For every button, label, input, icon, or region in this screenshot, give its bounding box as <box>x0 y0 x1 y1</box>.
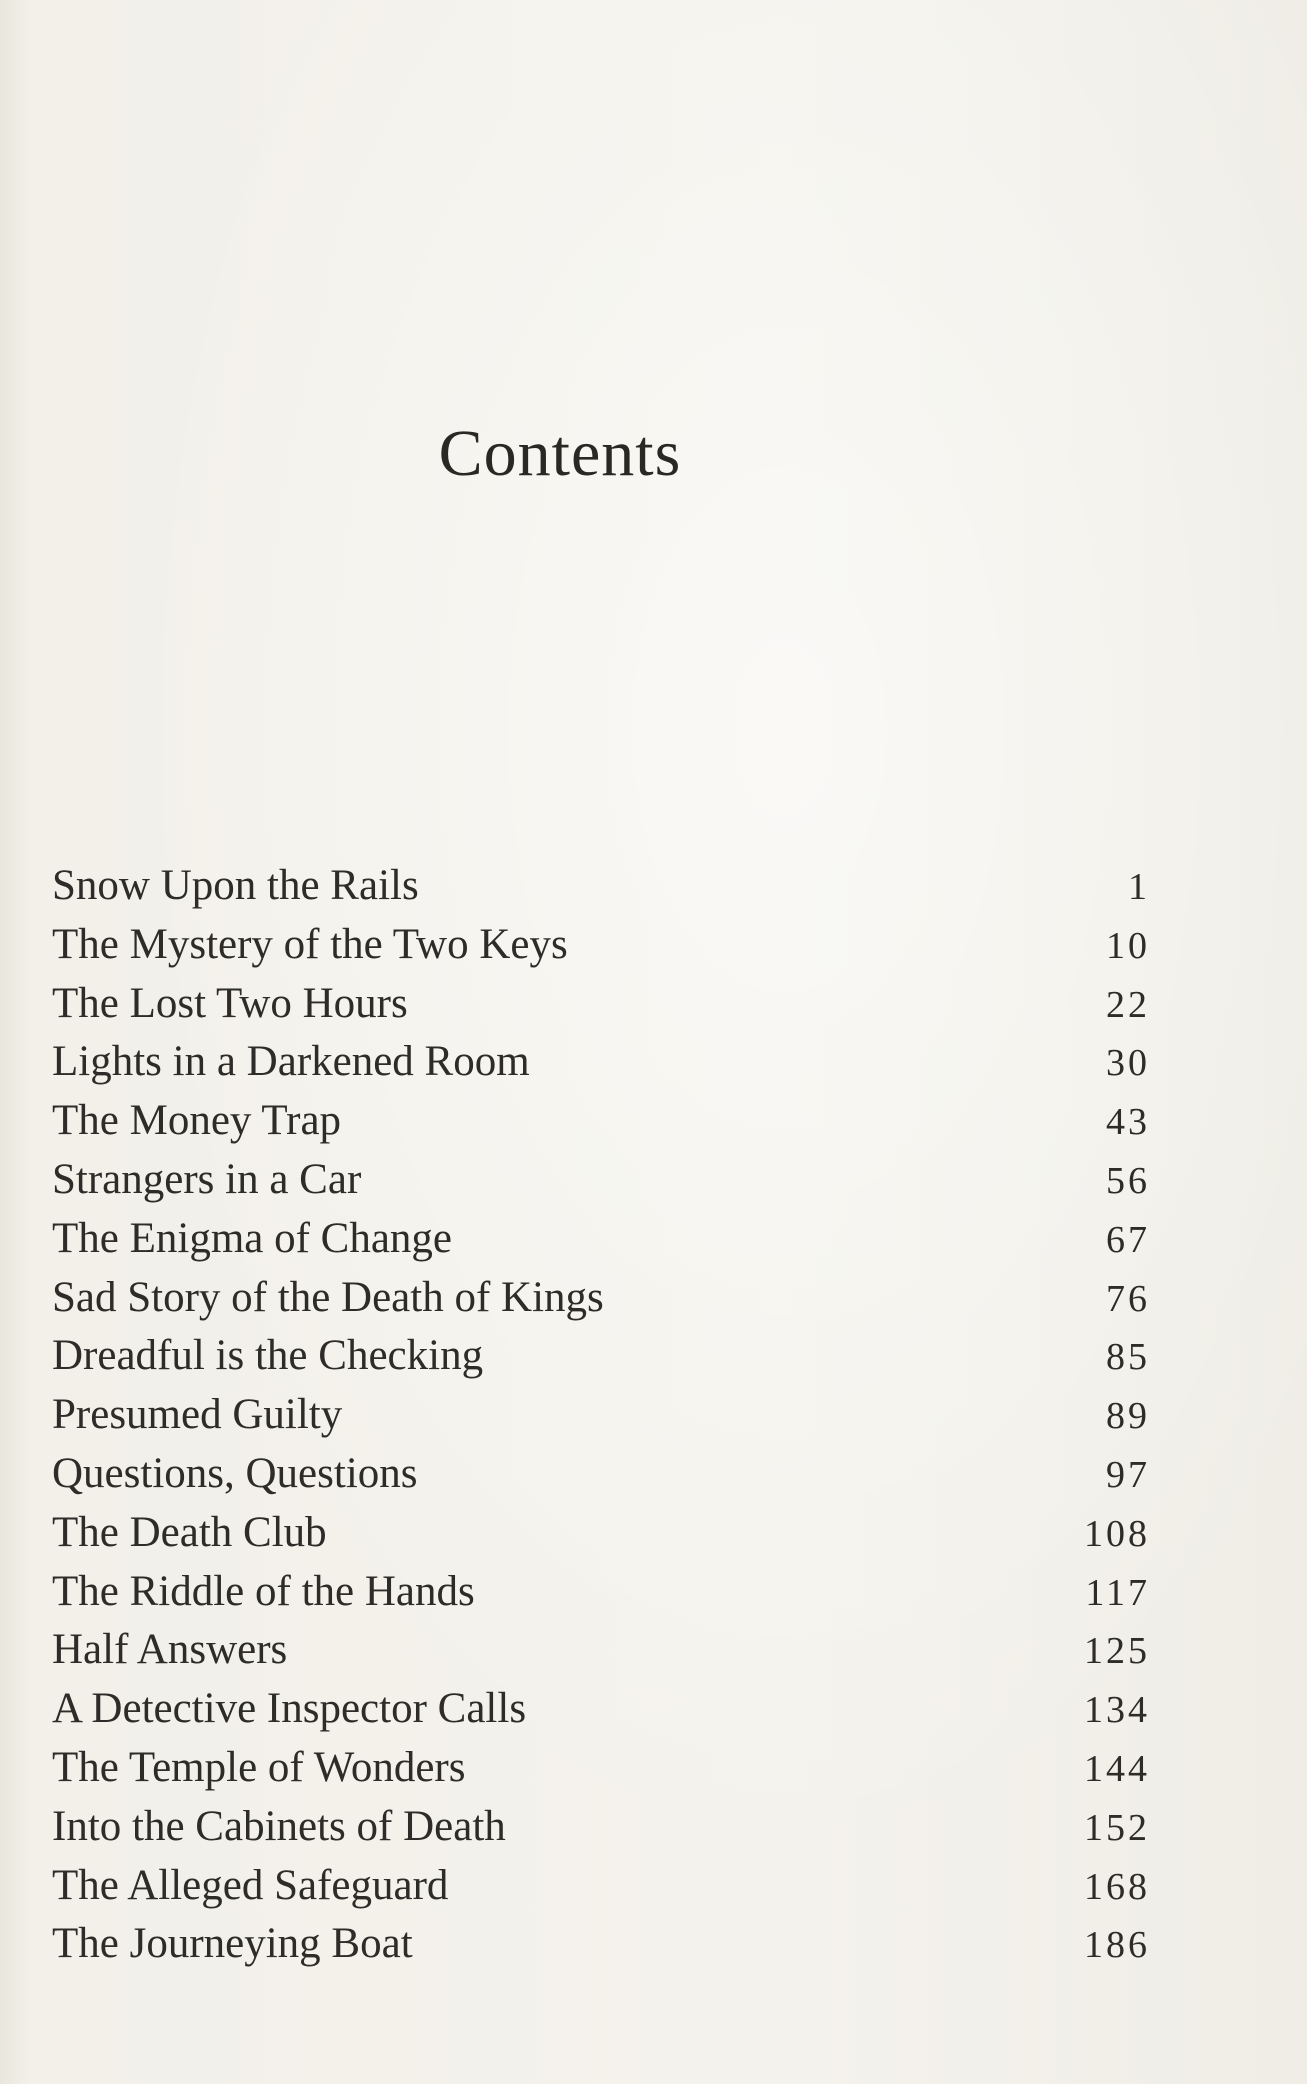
toc-entry <box>52 1033 1150 1092</box>
page-number: 152 <box>1084 1806 1150 1849</box>
page-number: 22 <box>1106 983 1150 1026</box>
chapter-title: Snow Upon the Rails <box>52 862 419 909</box>
chapter-title: Presumed Guilty <box>52 1391 343 1439</box>
toc-entry <box>52 1327 1150 1386</box>
toc-entry <box>52 916 1150 975</box>
toc-entry <box>52 1386 1150 1445</box>
chapter-title: The Temple of Wonders <box>52 1743 466 1791</box>
chapter-title: Into the Cabinets of Death <box>52 1802 506 1850</box>
toc-entry <box>52 1621 1150 1680</box>
chapter-title: Half Answers <box>52 1626 288 1674</box>
chapter-title: The Enigma of Change <box>52 1214 453 1262</box>
page-number: 76 <box>1106 1277 1150 1320</box>
page-number: 125 <box>1084 1630 1150 1673</box>
toc-entry <box>52 975 1150 1034</box>
page-number: 144 <box>1084 1747 1150 1790</box>
page-number: 85 <box>1106 1336 1150 1379</box>
page-number: 43 <box>1106 1101 1150 1144</box>
table-of-contents <box>52 857 1150 1974</box>
page-number: 1 <box>1128 866 1150 908</box>
page-number: 117 <box>1085 1571 1150 1614</box>
toc-entry <box>52 857 1150 916</box>
page-number: 108 <box>1084 1512 1150 1555</box>
page-number: 10 <box>1106 924 1150 967</box>
toc-entry <box>52 1210 1150 1269</box>
chapter-title: Questions, Questions <box>52 1449 418 1497</box>
chapter-title: A Detective Inspector Calls <box>52 1685 527 1733</box>
chapter-title: Dreadful is the Checking <box>52 1332 484 1380</box>
chapter-title: The Death Club <box>52 1508 327 1556</box>
page-number: 186 <box>1084 1924 1150 1967</box>
chapter-title: Lights in a Darkened Room <box>52 1038 530 1086</box>
toc-entry <box>52 1857 1150 1916</box>
page-number: 97 <box>1106 1453 1150 1496</box>
toc-entry <box>52 1504 1150 1563</box>
page-number: 168 <box>1084 1865 1150 1908</box>
chapter-title: Strangers in a Car <box>52 1155 362 1203</box>
page-number: 134 <box>1084 1689 1150 1732</box>
page-number: 89 <box>1106 1395 1150 1438</box>
toc-entry <box>52 1680 1150 1739</box>
chapter-title: The Money Trap <box>52 1097 342 1145</box>
chapter-title: The Alleged Safeguard <box>52 1861 449 1909</box>
page-number: 56 <box>1106 1159 1150 1202</box>
chapter-title: The Mystery of the Two Keys <box>52 920 568 968</box>
toc-entry <box>52 1798 1150 1857</box>
toc-entry <box>52 1151 1150 1210</box>
page-number: 67 <box>1106 1218 1150 1261</box>
chapter-title: The Lost Two Hours <box>52 979 408 1027</box>
toc-entry <box>52 1563 1150 1622</box>
page-number: 30 <box>1106 1042 1150 1085</box>
page-title: Contents <box>438 417 682 491</box>
toc-entry <box>52 1915 1150 1974</box>
toc-entry <box>52 1445 1150 1504</box>
chapter-title: The Riddle of the Hands <box>52 1567 475 1615</box>
toc-entry <box>52 1092 1150 1151</box>
toc-entry <box>52 1739 1150 1798</box>
toc-entry <box>52 1269 1150 1328</box>
chapter-title: Sad Story of the Death of Kings <box>52 1273 604 1321</box>
chapter-title: The Journeying Boat <box>52 1920 413 1968</box>
